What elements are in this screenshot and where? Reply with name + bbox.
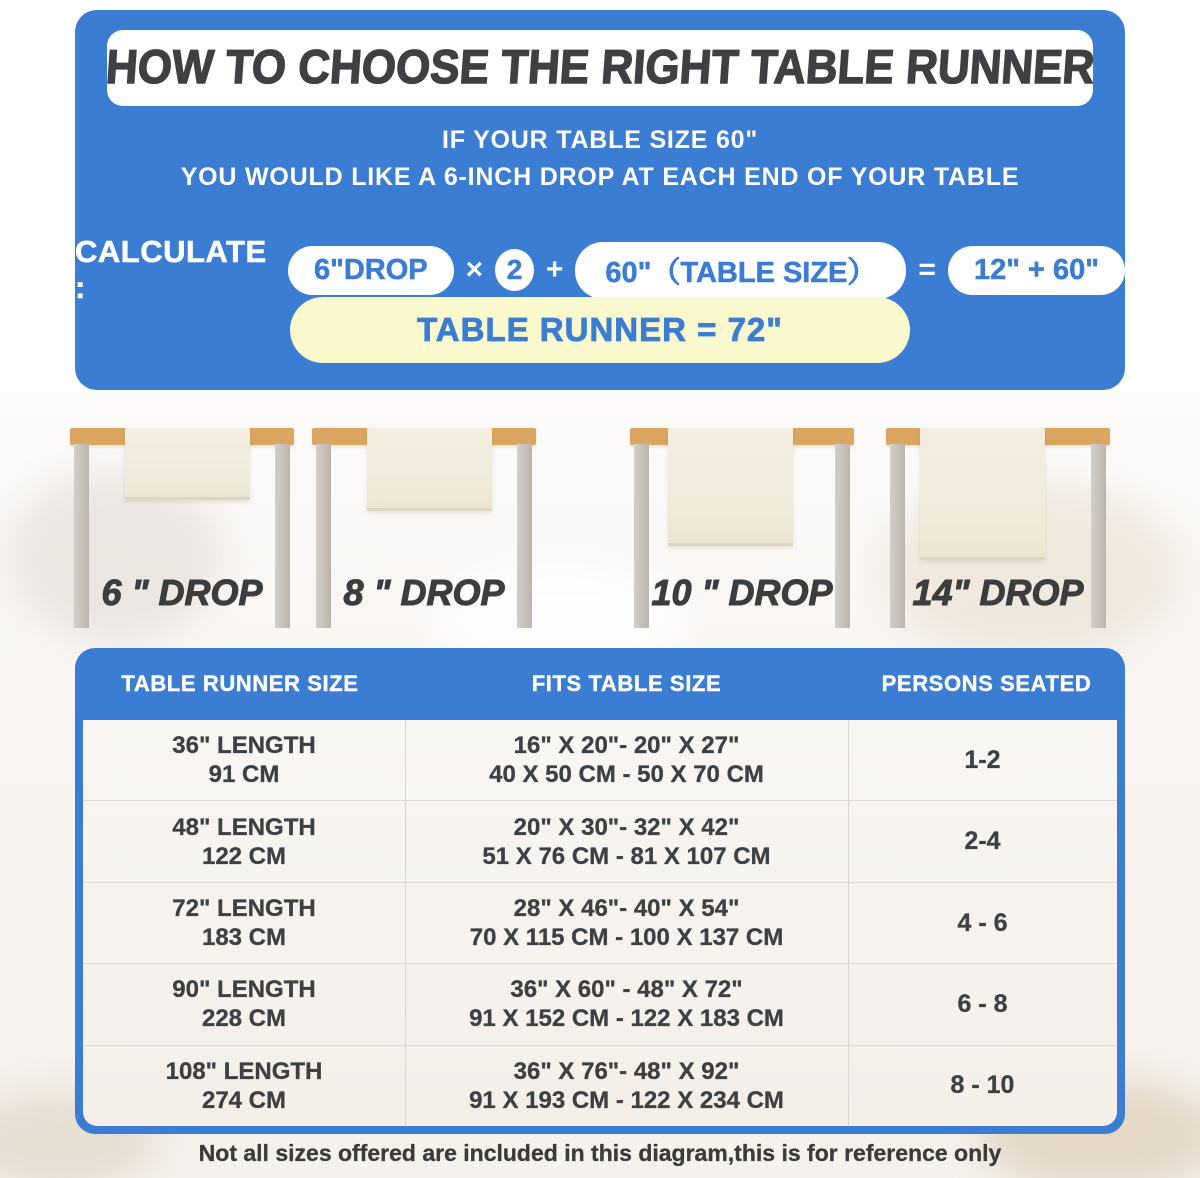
runner-size-cell: 48" LENGTH 122 CM — [172, 813, 316, 870]
subtitle-line-2: YOU WOULD LIKE A 6-INCH DROP AT EACH END OF YOUR TABLE — [180, 163, 1020, 191]
runner-cloth — [125, 428, 250, 500]
drop-label: 6 " DROP — [101, 572, 263, 613]
table-leg — [74, 444, 89, 628]
table-leg — [835, 444, 850, 628]
column-header-fits-table-size: FITS TABLE SIZE — [531, 671, 722, 696]
multiply-operator: × — [465, 253, 484, 286]
calculation-formula — [75, 234, 1125, 306]
runner-cloth — [668, 428, 793, 546]
runner-size-cell: 36" LENGTH 91 CM — [172, 732, 316, 789]
drop-figure-6in — [70, 428, 294, 628]
persons-cell: 2-4 — [964, 827, 1001, 856]
table-row — [83, 1045, 1117, 1126]
column-divider — [405, 720, 406, 1126]
runner-size-cell: 90" LENGTH 228 CM — [172, 976, 316, 1033]
drop-label: 10 " DROP — [651, 572, 833, 613]
size-table-body — [83, 720, 1117, 1126]
fits-size-cell: 36" X 76"- 48" X 92" 91 X 193 CM - 122 X 234 CM — [469, 1057, 784, 1114]
table-row — [83, 720, 1117, 800]
table-leg — [1091, 444, 1106, 628]
page-title-banner — [104, 30, 1097, 106]
column-header-runner-size: TABLE RUNNER SIZE — [121, 671, 359, 696]
runner-cloth — [367, 428, 492, 511]
disclaimer-note: Not all sizes offered are included in this diagram,this is for reference only — [198, 1140, 1002, 1166]
size-table-header — [75, 648, 1125, 720]
instructions-panel — [75, 10, 1125, 390]
drop-figure-10in — [630, 428, 854, 628]
drop-value-pill: 6"DROP — [288, 246, 454, 295]
persons-cell: 6 - 8 — [957, 989, 1008, 1018]
drop-label: 8 " DROP — [343, 572, 505, 613]
sum-pill: 12" + 60" — [948, 246, 1125, 295]
persons-cell: 8 - 10 — [950, 1071, 1015, 1100]
plus-operator: + — [545, 253, 564, 286]
calculate-label: CALCULATE : — [75, 234, 267, 305]
table-leg — [634, 444, 649, 628]
persons-cell: 4 - 6 — [957, 908, 1008, 937]
subtitle-line-1: IF YOUR TABLE SIZE 60" — [441, 126, 759, 154]
result-text: TABLE RUNNER = 72" — [417, 311, 783, 348]
fits-size-cell: 28" X 46"- 40" X 54" 70 X 115 CM - 100 X 137 CM — [469, 895, 784, 952]
table-leg — [890, 444, 905, 628]
multiplier-circle: 2 — [495, 249, 534, 291]
runner-size-cell: 108" LENGTH 274 CM — [165, 1057, 323, 1114]
persons-cell: 1-2 — [964, 745, 1001, 774]
page-title: HOW TO CHOOSE THE RIGHT TABLE RUNNER — [104, 41, 1097, 94]
table-leg — [316, 444, 331, 628]
table-size-pill: 60"（TABLE SIZE） — [575, 242, 906, 299]
size-reference-table — [75, 648, 1125, 1134]
table-leg — [517, 444, 532, 628]
drop-label: 14" DROP — [912, 572, 1084, 613]
table-row — [83, 800, 1117, 881]
equals-operator: = — [918, 253, 936, 286]
drop-figure-8in — [312, 428, 536, 628]
runner-cloth — [920, 428, 1045, 560]
column-header-persons-seated: PERSONS SEATED — [881, 671, 1092, 696]
drop-figure-14in — [886, 428, 1110, 628]
result-highlight-pill — [290, 297, 910, 363]
table-row — [83, 963, 1117, 1044]
table-row — [83, 882, 1117, 963]
table-leg — [275, 444, 290, 628]
fits-size-cell: 20" X 30"- 32" X 42" 51 X 76 CM - 81 X 107 CM — [482, 813, 771, 870]
runner-size-cell: 72" LENGTH 183 CM — [172, 895, 316, 952]
fits-size-cell: 36" X 60" - 48" X 72" 91 X 152 CM - 122 X 183 CM — [469, 976, 784, 1033]
column-divider — [848, 720, 849, 1126]
fits-size-cell: 16" X 20"- 20" X 27" 40 X 50 CM - 50 X 70 CM — [489, 732, 764, 789]
